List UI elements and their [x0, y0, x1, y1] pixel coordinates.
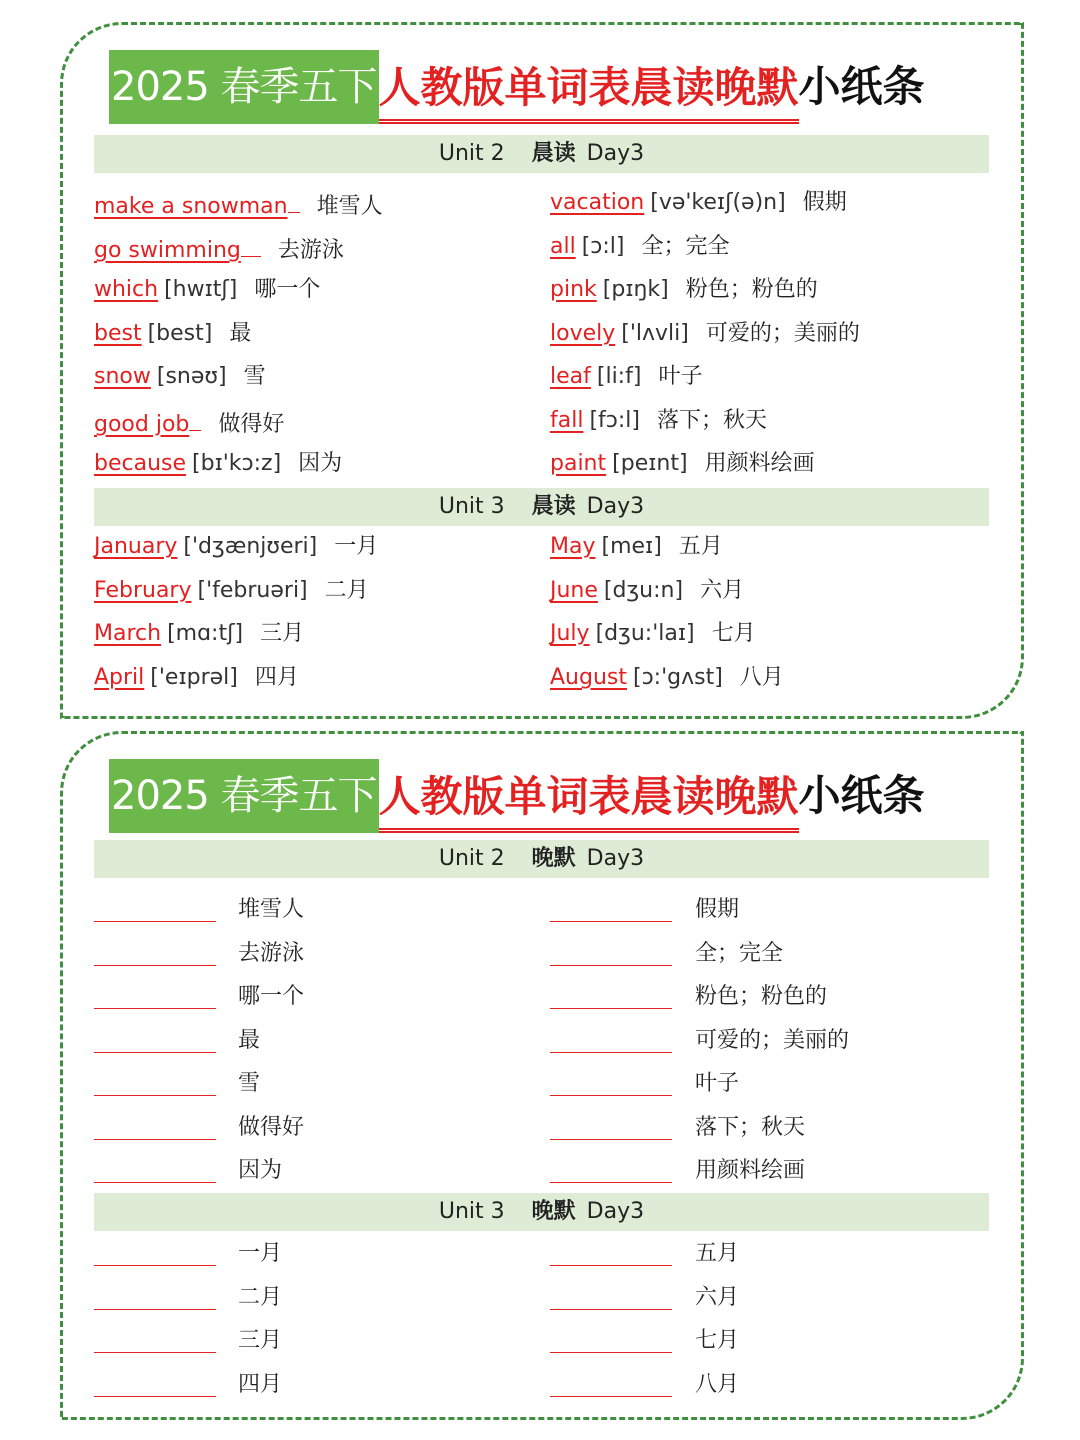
english-word: May	[550, 534, 596, 559]
underline-pad	[189, 406, 201, 431]
word-entry	[94, 362, 266, 392]
answer-blank[interactable]	[550, 1008, 672, 1009]
answer-blank[interactable]	[550, 965, 672, 966]
chinese-prompt: 六月	[695, 1285, 740, 1310]
phonetic: [peɪnt]	[612, 451, 688, 476]
chinese-meaning: 哪一个	[254, 277, 321, 302]
english-word: vacation	[550, 190, 645, 215]
chinese-prompt: 用颜料绘画	[695, 1158, 806, 1183]
word-entry	[94, 619, 304, 649]
english-word: January	[94, 534, 178, 559]
chinese-meaning: 全；完全	[641, 234, 730, 259]
word-entry	[550, 576, 744, 606]
unit-label: Unit 2	[438, 141, 505, 166]
chinese-meaning: 六月	[700, 578, 745, 603]
english-word: June	[550, 578, 598, 603]
answer-blank[interactable]	[550, 921, 672, 922]
unit-label: Unit 3	[438, 494, 505, 519]
phonetic: [meɪ]	[601, 534, 662, 559]
chinese-prompt: 可爱的；美丽的	[695, 1028, 850, 1053]
phonetic: [li:f]	[596, 364, 642, 389]
english-word: fall	[550, 408, 584, 433]
answer-blank[interactable]	[94, 1095, 216, 1096]
chinese-prompt: 最	[238, 1028, 261, 1053]
chinese-prompt: 假期	[695, 897, 740, 922]
chinese-prompt: 落下；秋天	[695, 1115, 806, 1140]
phonetic: [dʒu:n]	[603, 578, 684, 603]
chinese-prompt: 五月	[695, 1241, 740, 1266]
english-word: all	[550, 234, 576, 259]
chinese-prompt: 堆雪人	[238, 897, 305, 922]
answer-blank[interactable]	[550, 1095, 672, 1096]
mode-label: 晚默	[531, 846, 576, 871]
word-entry	[94, 406, 284, 440]
title-black-part: 小纸条	[798, 62, 925, 111]
answer-blank[interactable]	[94, 965, 216, 966]
chinese-prompt: 四月	[238, 1372, 283, 1397]
chinese-meaning: 雪	[243, 364, 266, 389]
english-word: leaf	[550, 364, 591, 389]
word-entry	[94, 188, 383, 222]
phonetic: ['eɪprəl]	[150, 665, 238, 690]
word-entry	[94, 576, 369, 606]
answer-blank[interactable]	[550, 1309, 672, 1310]
word-entry	[550, 449, 815, 479]
answer-blank[interactable]	[94, 1182, 216, 1183]
card-title	[109, 50, 925, 124]
chinese-prompt: 哪一个	[238, 984, 305, 1009]
chinese-meaning: 落下；秋天	[656, 408, 767, 433]
english-word: April	[94, 665, 145, 690]
word-entry	[550, 619, 756, 649]
english-word: lovely	[550, 321, 616, 346]
chinese-meaning: 二月	[324, 578, 369, 603]
phonetic: ['lʌvli]	[621, 321, 689, 346]
chinese-meaning: 叶子	[658, 364, 703, 389]
chinese-meaning: 一月	[334, 534, 379, 559]
unit-label: Unit 2	[438, 846, 505, 871]
mode-label: 晨读	[531, 494, 576, 519]
word-entry	[94, 319, 251, 349]
chinese-meaning: 堆雪人	[316, 194, 383, 219]
word-entry	[94, 232, 344, 266]
english-word: go swimming	[94, 238, 241, 263]
word-entry	[550, 275, 818, 305]
chinese-prompt: 叶子	[695, 1071, 740, 1096]
english-word: pink	[550, 277, 597, 302]
chinese-meaning: 做得好	[218, 412, 285, 437]
unit-header	[94, 840, 989, 878]
chinese-meaning: 最	[229, 321, 252, 346]
phonetic: ['februəri]	[197, 578, 308, 603]
chinese-prompt: 因为	[238, 1158, 283, 1183]
phonetic: [ɔ:'gʌst]	[633, 665, 723, 690]
english-word: March	[94, 621, 162, 646]
english-word: best	[94, 321, 142, 346]
chinese-prompt: 七月	[695, 1328, 740, 1353]
word-entry	[94, 275, 320, 305]
word-entry	[550, 362, 702, 392]
chinese-prompt: 八月	[695, 1372, 740, 1397]
chinese-prompt: 一月	[238, 1241, 283, 1266]
phonetic: [fɔ:l]	[589, 408, 640, 433]
mode-label: 晨读	[531, 141, 576, 166]
unit-header	[94, 488, 989, 526]
word-entry	[550, 406, 767, 436]
title-green-part: 2025 春季五下	[109, 759, 379, 833]
unit-header	[94, 135, 989, 173]
phonetic: [mɑ:tʃ]	[167, 621, 244, 646]
english-word: July	[550, 621, 590, 646]
unit-label: Unit 3	[438, 1199, 505, 1224]
underline-pad	[241, 232, 261, 257]
phonetic: [və'keɪʃ(ə)n]	[650, 190, 786, 215]
answer-blank[interactable]	[550, 1396, 672, 1397]
word-entry	[550, 532, 723, 562]
english-word: make a snowman	[94, 194, 288, 219]
english-word: snow	[94, 364, 151, 389]
answer-blank[interactable]	[94, 1352, 216, 1353]
phonetic: ['dʒænjʊeri]	[183, 534, 318, 559]
answer-blank[interactable]	[94, 1139, 216, 1140]
chinese-prompt: 去游泳	[238, 941, 305, 966]
answer-blank[interactable]	[94, 1008, 216, 1009]
chinese-prompt: 二月	[238, 1285, 283, 1310]
answer-blank[interactable]	[94, 921, 216, 922]
chinese-prompt: 做得好	[238, 1115, 305, 1140]
chinese-meaning: 三月	[260, 621, 305, 646]
phonetic: [hwɪtʃ]	[164, 277, 238, 302]
morning-reading-card	[60, 22, 1024, 719]
english-word: February	[94, 578, 192, 603]
mode-label: 晚默	[531, 1199, 576, 1224]
word-entry	[550, 319, 860, 349]
chinese-meaning: 五月	[678, 534, 723, 559]
chinese-meaning: 七月	[711, 621, 756, 646]
phonetic: [dʒu:'laɪ]	[595, 621, 695, 646]
answer-blank[interactable]	[94, 1265, 216, 1266]
english-word: paint	[550, 451, 607, 476]
title-green-part: 2025 春季五下	[109, 50, 379, 124]
word-entry	[550, 232, 730, 262]
phonetic: [snəʊ]	[156, 364, 227, 389]
unit-header	[94, 1193, 989, 1231]
card-title	[109, 759, 925, 833]
word-entry	[550, 663, 784, 693]
word-entry	[94, 663, 299, 693]
answer-blank[interactable]	[550, 1182, 672, 1183]
word-entry	[550, 188, 847, 218]
chinese-meaning: 去游泳	[277, 238, 344, 263]
word-entry	[94, 449, 342, 479]
chinese-meaning: 用颜料绘画	[704, 451, 815, 476]
answer-blank[interactable]	[550, 1139, 672, 1140]
chinese-meaning: 可爱的；美丽的	[705, 321, 860, 346]
english-word: which	[94, 277, 159, 302]
answer-blank[interactable]	[94, 1396, 216, 1397]
chinese-prompt: 粉色；粉色的	[695, 984, 828, 1009]
english-word: good job	[94, 412, 190, 437]
chinese-prompt: 三月	[238, 1328, 283, 1353]
title-red-part: 人教版单词表晨读晚默	[379, 57, 799, 124]
answer-blank[interactable]	[550, 1052, 672, 1053]
underline-pad	[288, 188, 300, 213]
chinese-prompt: 雪	[238, 1071, 261, 1096]
phonetic: [bɪ'kɔ:z]	[192, 451, 282, 476]
answer-blank[interactable]	[550, 1352, 672, 1353]
chinese-meaning: 假期	[802, 190, 847, 215]
word-entry	[94, 532, 378, 562]
evening-dictation-card	[60, 731, 1024, 1420]
title-black-part: 小纸条	[798, 771, 925, 820]
chinese-prompt: 全；完全	[695, 941, 784, 966]
day-label: Day3	[586, 1199, 645, 1224]
answer-blank[interactable]	[94, 1309, 216, 1310]
day-label: Day3	[586, 846, 645, 871]
answer-blank[interactable]	[94, 1052, 216, 1053]
phonetic: [ɔ:l]	[581, 234, 625, 259]
day-label: Day3	[586, 141, 645, 166]
chinese-meaning: 因为	[298, 451, 343, 476]
chinese-meaning: 八月	[739, 665, 784, 690]
day-label: Day3	[586, 494, 645, 519]
english-word: August	[550, 665, 627, 690]
title-red-part: 人教版单词表晨读晚默	[379, 766, 799, 833]
chinese-meaning: 四月	[254, 665, 299, 690]
phonetic: [pɪŋk]	[602, 277, 669, 302]
english-word: because	[94, 451, 187, 476]
answer-blank[interactable]	[550, 1265, 672, 1266]
chinese-meaning: 粉色；粉色的	[685, 277, 818, 302]
phonetic: [best]	[147, 321, 213, 346]
